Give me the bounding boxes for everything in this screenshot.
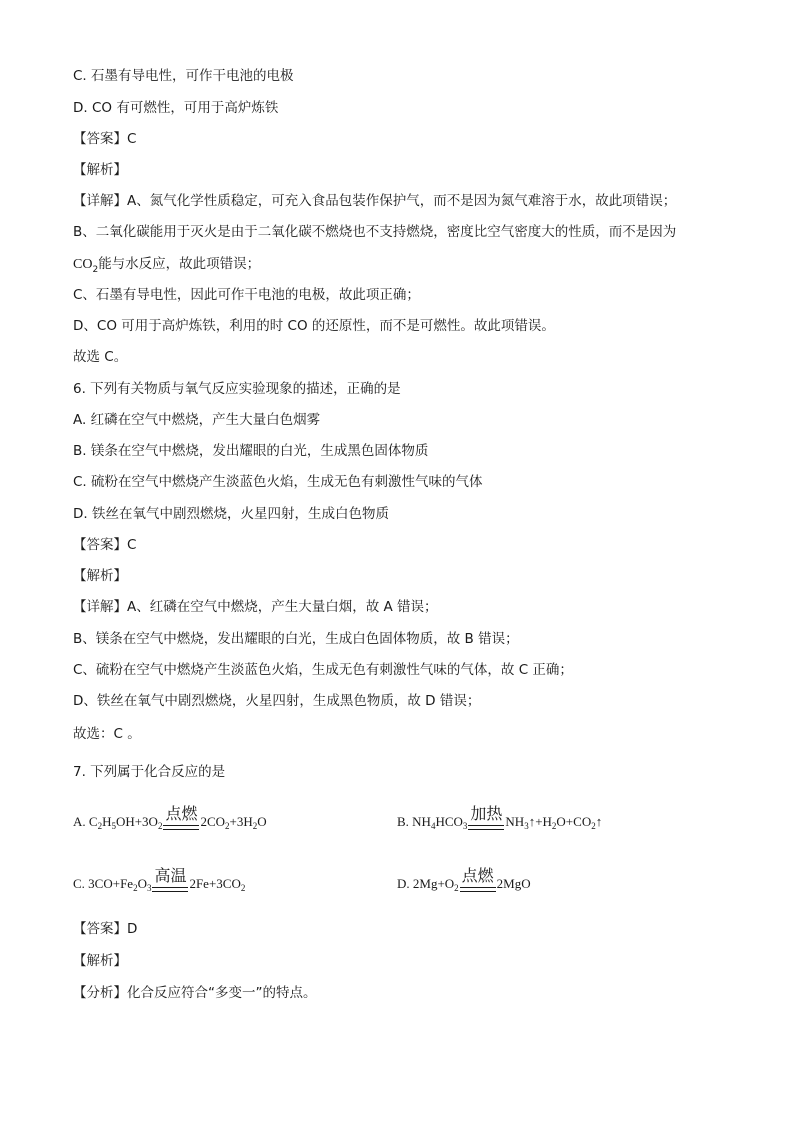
answer-q7: 【答案】D xyxy=(73,921,138,937)
option-a-q6: A. 红磷在空气中燃烧，产生大量白色烟雾 xyxy=(73,412,321,428)
option-c-q5: C. 石墨有导电性，可作干电池的电极 xyxy=(73,68,294,84)
option-d-q5: D. CO 有可燃性，可用于高炉炼铁 xyxy=(73,100,279,116)
reaction-condition-a: 点燃 xyxy=(163,816,199,836)
detail-a-q6: 【详解】A、红磷在空气中燃烧，产生大量白烟，故 A 错误； xyxy=(73,599,438,615)
detail-b2-q5: $CO_2$能与水反应，故此项错误； xyxy=(73,256,261,275)
detail-d-q5: D、CO 可用于高炉炼铁，利用的时 CO 的还原性，而不是可燃性。故此项错误。 xyxy=(73,318,555,334)
equation-option-a: A. $C_2H_5OH+3O_2$ 点燃 $2CO_2+3H_2O$ xyxy=(73,812,267,836)
conclusion-q5: 故选 C。 xyxy=(73,349,128,365)
question-6: 6. 下列有关物质与氧气反应实验现象的描述，正确的是 xyxy=(73,381,401,397)
analysis-heading-q5: 【解析】 xyxy=(73,162,127,178)
equation-option-c: C. $3CO+Fe_2O_3$ 高温 $2Fe+3CO_2$ xyxy=(73,874,245,898)
detail-b-q5: B、二氧化碳能用于灭火是由于二氧化碳不燃烧也不支持燃烧，密度比空气密度大的性质，而不是因为 xyxy=(73,224,677,240)
question-7: 7. 下列属于化合反应的是 xyxy=(73,764,226,780)
option-b-q6: B. 镁条在空气中燃烧，发出耀眼的白光，生成黑色固体物质 xyxy=(73,443,429,459)
option-c-q6: C. 硫粉在空气中燃烧产生淡蓝色火焰，生成无色有刺激性气味的气体 xyxy=(73,474,483,490)
detail-b-q6: B、镁条在空气中燃烧，发出耀眼的白光，生成白色固体物质，故 B 错误； xyxy=(73,631,519,647)
detail-c-q6: C、硫粉在空气中燃烧产生淡蓝色火焰，生成无色有刺激性气味的气体，故 C 正确； xyxy=(73,662,573,678)
detail-a-q5: 【详解】A、氮气化学性质稳定，可充入食品包装作保护气，而不是因为氮气难溶于水，故此项错误； xyxy=(73,193,677,209)
analysis-heading-q7: 【解析】 xyxy=(73,953,127,969)
detail-c-q5: C、石墨有导电性，因此可作干电池的电极，故此项正确； xyxy=(73,287,420,303)
conclusion-q6: 故选：C 。 xyxy=(73,726,141,742)
reaction-condition-d: 点燃 xyxy=(460,878,496,898)
equation-option-d: D. $2Mg+O_2$ 点燃 2MgO xyxy=(397,874,531,898)
analysis-q7: 【分析】化合反应符合“多变一”的特点。 xyxy=(73,985,317,1001)
reaction-condition-b: 加热 xyxy=(468,816,504,836)
reaction-condition-c: 高温 xyxy=(152,878,188,898)
answer-q6: 【答案】C xyxy=(73,537,137,553)
option-d-q6: D. 铁丝在氧气中剧烈燃烧，火星四射，生成白色物质 xyxy=(73,506,389,522)
detail-d-q6: D、铁丝在氧气中剧烈燃烧，火星四射，生成黑色物质，故 D 错误； xyxy=(73,693,481,709)
analysis-heading-q6: 【解析】 xyxy=(73,568,127,584)
equation-option-b: B. $NH_4HCO_3$ 加热 $NH_3↑+H_2O+CO_2↑$ xyxy=(397,812,602,836)
answer-q5: 【答案】C xyxy=(73,131,137,147)
